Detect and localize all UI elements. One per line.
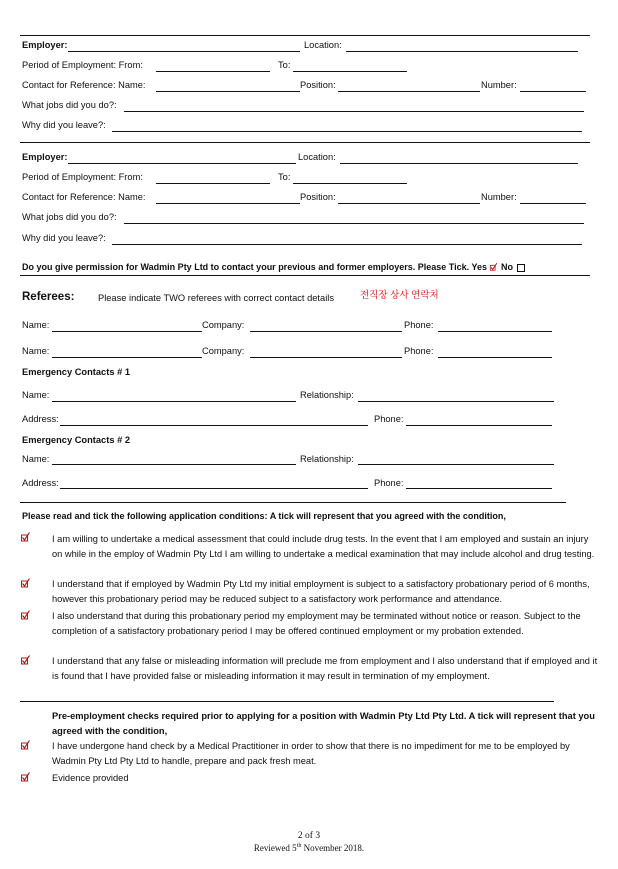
emergency-name-field[interactable] — [52, 464, 296, 465]
position-label: Position: — [300, 192, 336, 202]
position-label: Position: — [300, 80, 336, 90]
location-label: Location: — [298, 152, 336, 162]
referee-phone-field[interactable] — [438, 331, 552, 332]
separator — [20, 142, 590, 143]
jobs-field[interactable] — [124, 111, 584, 112]
referee-name-field[interactable] — [52, 331, 202, 332]
referee-company-field[interactable] — [250, 357, 402, 358]
referee-phone-label: Phone: — [404, 346, 434, 356]
leave-label: Why did you leave?: — [22, 233, 106, 243]
period-to-field[interactable] — [293, 183, 407, 184]
yes-tick-icon[interactable] — [489, 262, 498, 271]
referee-phone-label: Phone: — [404, 320, 434, 330]
emergency-address-label: Address: — [22, 478, 59, 488]
condition-4-text: I understand that any false or misleading information will preclude me from employment and I also understand that if employed and it is found that I have provided false or misleading information it may result in termination of my employment. — [52, 656, 598, 681]
leave-field[interactable] — [112, 131, 582, 132]
top-rule — [20, 35, 590, 36]
condition-4-tick-icon[interactable] — [20, 654, 31, 665]
employer-label: Employer: — [22, 152, 68, 162]
separator — [20, 275, 590, 276]
reviewed-date — [0, 843, 618, 853]
emergency-address-field[interactable] — [60, 425, 368, 426]
no-checkbox[interactable] — [517, 264, 525, 272]
emergency-2-heading: Emergency Contacts # 2 — [22, 435, 130, 445]
emergency-relationship-label: Relationship: — [300, 390, 354, 400]
pre-employment-2-text: Evidence provided — [52, 773, 129, 783]
jobs-label: What jobs did you do?: — [22, 212, 117, 222]
referees-instruction: Please indicate TWO referees with correct contact details — [98, 293, 334, 303]
condition-3-text: I also understand that during this probationary period my employment may be terminated without notice or reason. Subject to the completion of a satisfactory probationary period I may be offered continued employment or my probation extended. — [52, 611, 581, 636]
emergency-name-label: Name: — [22, 454, 50, 464]
pre-employment-1-text: I have undergone hand check by a Medical Practitioner in order to show that there is no impediment for me to be employed by Wadmin Pty Ltd Pty Ltd to handle, prepare and pack fresh meat. — [52, 741, 570, 766]
jobs-label: What jobs did you do?: — [22, 100, 117, 110]
emergency-name-label: Name: — [22, 390, 50, 400]
leave-label: Why did you leave?: — [22, 120, 106, 130]
reviewed-sup: th — [296, 843, 302, 849]
emergency-address-field[interactable] — [60, 488, 368, 489]
employer-label: Employer: — [22, 40, 68, 50]
reviewed-suffix: November 2018. — [301, 843, 365, 853]
emergency-relationship-field[interactable] — [358, 464, 554, 465]
emergency-phone-field[interactable] — [406, 488, 552, 489]
emergency-relationship-label: Relationship: — [300, 454, 354, 464]
position-field[interactable] — [338, 203, 480, 204]
number-field[interactable] — [520, 91, 586, 92]
contact-label: Contact for Reference: Name: — [22, 192, 146, 202]
period-to-label: To: — [278, 172, 291, 182]
referee-phone-field[interactable] — [438, 357, 552, 358]
condition-2-tick-icon[interactable] — [20, 577, 31, 588]
condition-2-text: I understand that if employed by Wadmin Pty Ltd my initial employment is subject to a satisfactory probationary period of 6 months, however this probationary period may be reduced subject to a satisfactory work performance and attendance. — [52, 579, 590, 604]
condition-1-text: I am willing to undertake a medical assessment that could include drug tests. In the event that I am employed and sustain an injury on while in the employ of Wadmin Pty Ltd I am willing to undertake a medical examination that may include alcohol and drug testing. — [52, 534, 595, 559]
emergency-phone-label: Phone: — [374, 478, 404, 488]
employer-field[interactable] — [68, 163, 296, 164]
emergency-1-heading: Emergency Contacts # 1 — [22, 367, 130, 377]
referee-name-label: Name: — [22, 346, 50, 356]
pre-employment-2-tick-icon[interactable] — [20, 771, 31, 782]
referees-heading: Referees: — [22, 291, 75, 303]
referee-company-label: Company: — [202, 346, 245, 356]
pre-employment-heading: Pre-employment checks required prior to applying for a position with Wadmin Pty Ltd Pty Ltd. A tick will represent that you agreed with the condition, — [52, 711, 595, 736]
referee-company-field[interactable] — [250, 331, 402, 332]
reviewed-prefix: Reviewed 5 — [253, 843, 297, 853]
referee-company-label: Company: — [202, 320, 245, 330]
period-from-field[interactable] — [156, 71, 270, 72]
emergency-phone-field[interactable] — [406, 425, 552, 426]
pre-employment-1-tick-icon[interactable] — [20, 739, 31, 750]
period-from-field[interactable] — [156, 183, 270, 184]
handwritten-note: 전직장 상사 연락처 — [360, 290, 439, 301]
condition-1-tick-icon[interactable] — [20, 531, 31, 542]
emergency-relationship-field[interactable] — [358, 401, 554, 402]
separator — [20, 502, 566, 503]
period-label: Period of Employment: From: — [22, 172, 143, 182]
location-field[interactable] — [340, 163, 578, 164]
leave-field[interactable] — [112, 244, 582, 245]
page-number: 2 of 3 — [297, 831, 321, 841]
conditions-heading: Please read and tick the following application conditions: A tick will represent that you agreed with the condition, — [22, 511, 506, 521]
position-field[interactable] — [338, 91, 480, 92]
permission-text: Do you give permission for Wadmin Pty Ltd to contact your previous and former employers. Please Tick. Yes — [22, 262, 487, 272]
no-label: No — [501, 262, 513, 272]
condition-3-tick-icon[interactable] — [20, 609, 31, 620]
separator — [20, 701, 554, 702]
emergency-phone-label: Phone: — [374, 414, 404, 424]
location-label: Location: — [304, 40, 342, 50]
emergency-name-field[interactable] — [52, 401, 296, 402]
location-field[interactable] — [346, 51, 578, 52]
period-label: Period of Employment: From: — [22, 60, 143, 70]
contact-label: Contact for Reference: Name: — [22, 80, 146, 90]
period-to-label: To: — [278, 60, 291, 70]
number-field[interactable] — [520, 203, 586, 204]
contact-name-field[interactable] — [156, 91, 300, 92]
permission-question — [22, 262, 525, 272]
number-label: Number: — [481, 192, 517, 202]
referee-name-label: Name: — [22, 320, 50, 330]
jobs-field[interactable] — [124, 223, 584, 224]
emergency-address-label: Address: — [22, 414, 59, 424]
contact-name-field[interactable] — [156, 203, 300, 204]
period-to-field[interactable] — [293, 71, 407, 72]
number-label: Number: — [481, 80, 517, 90]
employer-field[interactable] — [68, 51, 300, 52]
referee-name-field[interactable] — [52, 357, 202, 358]
